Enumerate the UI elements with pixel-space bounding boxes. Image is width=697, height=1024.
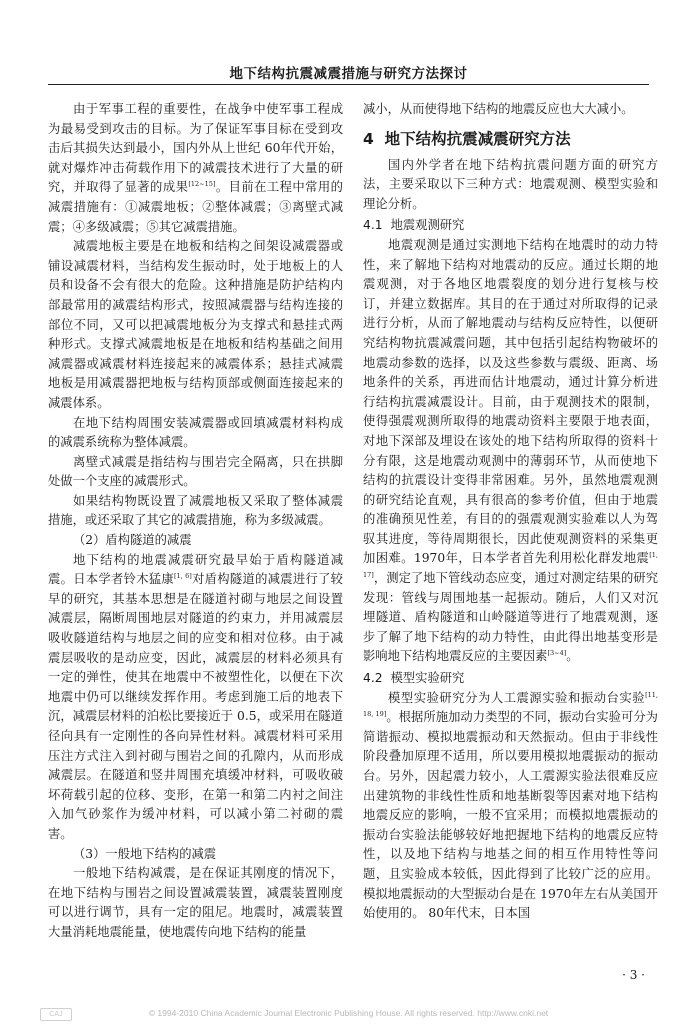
footer-text: © 1994-2010 China Academic Journal Electronic Publishing House. All rights reserved. http://www.cnki.net bbox=[148, 1008, 549, 1018]
publisher-logo-icon: CAJ bbox=[40, 1008, 72, 1021]
paragraph: 国内外学者在地下结构抗震问题方面的研究方法，主要采取以下三种方式：地震观测、模型实验和理论分析。 bbox=[363, 157, 658, 211]
paragraph: 离壁式减震是指结构与围岩完全隔离，只在拱脚处做一个支座的减震形式。 bbox=[48, 454, 343, 489]
paragraph: 如果结构物既设置了减震地板又采取了整体减震措施，或还采取了其它的减震措施，称为多级减震。 bbox=[48, 493, 343, 528]
running-header bbox=[48, 62, 649, 85]
page-number: · 3 · bbox=[622, 968, 645, 982]
subsection-heading: 4.1 地震观测研究 bbox=[363, 218, 465, 233]
paragraph: 地震观测是通过实测地下结构在地震时的动力特性，来了解地下结构对地震动的反应。通过长期的地震观测，对于各地区地震裂度的划分进行复核与校订，并建立数据库。其目的在于通过对所取得的记录进行分析，从而了解地震动与结构反应特性，以便研究结构物抗震减震问题，其中包括引起结构物破坏的地震动参数的选择，以及这些参数与震级、距离、场地条件的关系，再进而估计地震动，通过计算分析进行结构抗震减震设计。目前，由于观测技术的限制，使得强震观测所取得的地震动资料主要限于地表面，对地下深部及埋设在该处的地下结构所取得的资料十分有限，这是地震动观测中的薄弱环节，从而使地下结构的抗震设计变得非常困难。另外，虽然地震观测的研究结论直观，具有很高的参考价值，但由于地震的准确预见性差，有目的的强震观测实验难以人为驾驭其进度，等待周期很长，因此使观测资料的采集更加困难。1970年，日本学者首先利用松化群发地震[1, 17]，测定了地下管线动态应变，通过对测定结果的研究发现：管线与周围地基一起振动。随后，人们又对沉埋隧道、盾构隧道和山岭隧道等进行了地震观测，逐步了解了地下结构的动力特性，由此得出地基变形是影响地下结构地震反应的主要因素[3~4]。 bbox=[363, 237, 658, 664]
paragraph: 减震地板主要是在地板和结构之间架设减震器或铺设减震材料，当结构发生振动时，处于地板上的人员和设备不会有很大的危险。这种措施是防护结构内部最常用的减震结构形式，按照减震器与结构连接的部位不同，又可以把减震地板分为支撑式和悬挂式两种形式。支撑式减震地板是在地板和结构基础之间用减震器或减震材料连接起来的减震体系；悬挂式减震地板是用减震器把地板与结构顶部或侧面连接起来的减震体系。 bbox=[48, 239, 343, 410]
citation: [1, 6] bbox=[174, 572, 192, 581]
paragraph: 模型实验研究分为人工震源实验和振动台实验[11, 18, 19]。根据所施加动力类型的不同，振动台实验可分为简谐振动、模拟地震振动和天然振动。但由于非线性阶段叠加原理不适用，所以要用模拟地震振动的振动台。另外，因起震力较小，人工震源实验法很难反应出建筑物的非线性性质和地基断裂等因素对地下结构地震反应的影响，一般不宜采用；而模拟地震振动的振动台实验法能够较好地把握地下结构的地震反应特性，以及地下结构与地基之间的相互作用特性等问题，且实验成本较低，因此得到了比较广泛的应用。模拟地震振动的大型振动台是在 1970年左右从美国开始使用的。 80年代末，日本国 bbox=[363, 690, 658, 921]
subsection-heading: （3）一般地下结构的减震 bbox=[73, 846, 217, 861]
copyright-footer bbox=[0, 1003, 697, 1024]
subsection-heading: （2）盾构隧道的减震 bbox=[73, 533, 192, 548]
subsection-heading: 4.2 模型实验研究 bbox=[363, 671, 465, 686]
citation: [1, 17] bbox=[363, 551, 658, 579]
citation: [11, 18, 19] bbox=[363, 690, 658, 719]
paragraph: 减小，从而使得地下结构的地震反应也大大减小。 bbox=[363, 102, 634, 116]
paragraph: 一般地下结构减震，是在保证其刚度的情况下，在地下结构与围岩之间设置减震装置，减震装置刚度可以进行调节，具有一定的阻尼。地震时，减震装置大量消耗地震能量，使地震传向地下结构的能量 bbox=[48, 866, 343, 939]
left-column bbox=[48, 100, 343, 943]
paragraph: 地下结构的地震减震研究最早始于盾构隧道减震。日本学者铃木猛康[1, 6]对盾构隧道的减震进行了较早的研究，其基本思想是在隧道衬砌与地层之间设置减震层，隔断周围地层对隧道的约束力，并用减震层吸收隧道结构与地层之间的应变和相对位移。由于减震层吸收的是动应变，因此，减震层的材料必须具有一定的弹性，使其在地震中不被塑性化，以便在下次地震中仍可以继续发挥作用。考虑到施工后的地表下沉，减震层材料的泊松比要接近于 0.5，或采用在隧道径向具有一定刚性的各向异性材料。减震材料可采用压注方式注入到衬砌与围岩之间的孔隙内，从而形成减震层。在隧道和竖井周围充填缓冲材料，可吸收破坏荷载引起的位移、变形，在第一和第二内衬之间注入加气砂浆作为缓冲材料，可以减小第二衬砌的震害。 bbox=[48, 552, 343, 841]
section-heading: 4 地下结构抗震减震研究方法 bbox=[363, 129, 571, 148]
citation: [3~4] bbox=[547, 649, 567, 658]
citation: [12~15] bbox=[188, 180, 216, 189]
paragraph: 由于军事工程的重要性，在战争中使军事工程成为最易受到攻击的目标。为了保证军事目标在受到攻击后其损失达到最小，国内外从上世纪 60年代开始，就对爆炸冲击荷载作用下的减震技术进行了大量的研究，并取得了显著的成果[12~15]。目前在工程中常用的减震措施有：①减震地板；②整体减震；③离壁式减震；④多级减震；⑤其它减震措施。 bbox=[48, 102, 343, 234]
paragraph: 在地下结构周围安装减震器或回填减震材料构成的减震系统称为整体减震。 bbox=[48, 415, 343, 450]
header-title: 地下结构抗震减震措施与研究方法探讨 bbox=[229, 66, 468, 82]
right-column bbox=[363, 100, 658, 924]
